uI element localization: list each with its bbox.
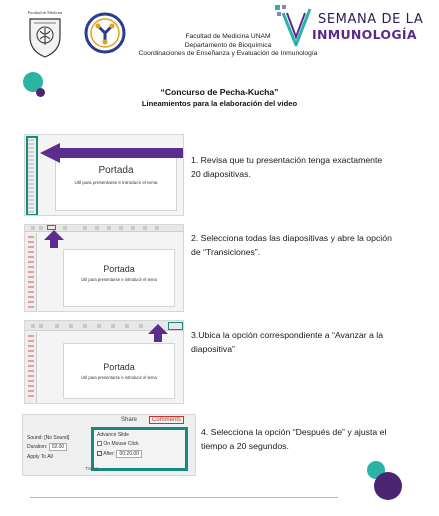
step-2-text: 2. Selecciona todas las diapositivas y abre la opción de “Transiciones”. — [191, 233, 392, 257]
step-2-up-arrow-icon — [43, 229, 65, 249]
after-option — [97, 451, 142, 457]
apply-to-all-label: Apply To All — [27, 454, 53, 460]
advance-slide-group-highlight — [91, 427, 188, 471]
step-1-arrow-icon — [38, 142, 184, 164]
document-subtitle: Lineamientos para la elaboración del video — [141, 99, 298, 108]
apply-to-all-button — [27, 454, 53, 460]
sound-row — [27, 435, 69, 441]
duration-row — [27, 444, 67, 450]
after-time-value: 00:20.00 — [116, 450, 141, 458]
decorative-purple-dot — [374, 472, 402, 500]
institution-line-3: Coordinaciones de Enseñanza y Evaluación de Inmunología — [138, 50, 318, 58]
on-mouse-click-option — [97, 441, 139, 447]
comments-label: Comments — [152, 417, 182, 423]
step-3-screenshot — [24, 320, 184, 404]
sound-label: Sound: — [27, 435, 43, 441]
slides-panel-highlight — [26, 136, 38, 216]
share-button — [121, 417, 137, 423]
event-v-logo-icon — [272, 3, 320, 49]
slide-subtitle: Útil para presentarse e introducir el tema — [74, 180, 158, 185]
event-title-line-2: INMUNOLOGÍA — [312, 27, 417, 42]
unam-medicine-logo — [22, 10, 68, 60]
step-3-up-arrow-icon — [147, 323, 169, 343]
advance-slide-title: Advance Slide — [97, 432, 129, 438]
step-4-screenshot — [22, 414, 196, 476]
step-1-screenshot — [24, 134, 184, 216]
after-checkbox-checked: ✓ — [98, 451, 102, 457]
slide-title: Portada — [103, 362, 135, 372]
duration-label: Duration: — [27, 444, 48, 450]
semana-inmunologia-logo — [272, 3, 320, 49]
advance-slide-highlight — [168, 322, 183, 330]
unam-crest-icon — [22, 15, 68, 59]
on-mouse-click-label: On Mouse Click — [103, 441, 139, 447]
slide-subtitle: Útil para presentarse e introducir el tema — [81, 375, 157, 380]
institution-line-2: Departamento de Bioquímica — [184, 41, 272, 49]
unam-logo-label: Facultad de Medicina — [27, 10, 63, 15]
slide-subtitle: Útil para presentarse e introducir el tema — [81, 277, 157, 282]
timing-group-label: Timing — [85, 466, 99, 471]
step-3-slide — [63, 343, 175, 399]
sound-value: [No Sound] — [44, 435, 70, 441]
on-mouse-click-checkbox — [97, 441, 102, 446]
comments-button — [149, 416, 184, 424]
share-label: Share — [121, 417, 138, 423]
document-title: “Concurso de Pecha-Kucha” — [160, 87, 279, 97]
footer-divider — [30, 497, 338, 498]
step-2-slide — [63, 249, 175, 307]
slide-title: Portada — [103, 264, 135, 274]
duration-value: 02.00 — [49, 443, 68, 451]
step-4-text: 4. Selecciona la opción “Después de” y ajusta el tiempo a 20 segundos. — [201, 427, 387, 451]
step-3-text: 3.Ubica la opción correspondiente a “Avanzar a la diapositiva” — [191, 330, 384, 354]
institution-line-1: Facultad de Medicina UNAM — [185, 33, 271, 40]
after-label: After: — [103, 451, 116, 457]
step-2-screenshot — [24, 224, 184, 312]
step-1-text: 1. Revisa que tu presentación tenga exactamente 20 diapositivas. — [191, 155, 383, 179]
event-title-line-1: SEMANA DE LA — [318, 12, 424, 27]
slide-title: Portada — [98, 165, 134, 176]
